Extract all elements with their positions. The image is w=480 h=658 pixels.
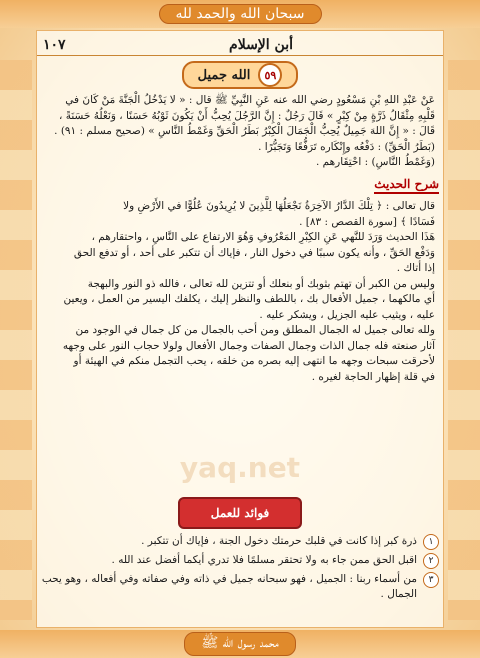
benefits-title: فوائد للعمل: [178, 497, 302, 529]
commentary-line: فَسَادًا ﴾ [سورة القصص : ٨٣] .: [299, 215, 435, 228]
narration-line: قَلْبِهِ مِثْقَالُ ذَرَّةٍ مِنْ كِبْرٍ » قَالَ رَجُلٌ : إِنَّ الرَّجُلَ يُحِبُّ أَنْ يَكُونَ ثَوْبُهُ حَسَنًا ، وَنَعْلُهُ حَسَنَةً ،: [59, 109, 435, 122]
page-number: ١٠٧: [43, 37, 66, 53]
hadith-title: الله جميل: [197, 67, 251, 83]
benefit-text: من أسماء ربنا : الجميل ، فهو سبحانه جميل في ذاته وفي صفاته وفي أفعاله ، وهو يحب الجمال .: [41, 573, 417, 600]
commentary-line: قال تعالى : ﴿ تِلْكَ الدَّارُ الآخِرَةُ نَجْعَلُهَا لِلَّذِينَ لا يُرِيدُونَ عُلُوًّا في الأَرْضِ ولا: [123, 200, 435, 212]
benefit-text: ذرة كبر إذا كانت في قلبك حرمتك دخول الجنة ، فإياك أن تتكبر .: [141, 535, 417, 547]
commentary-line: لأحرقت سبحات وجهه ما انتهى إليه بصره من خلقه ، يحب التجمل منكم في الهيئة أو: [73, 355, 435, 367]
bottom-frame: [0, 630, 480, 658]
book-title: أبن الإسلام: [229, 37, 293, 53]
commentary-line: في قلة إظهار الحاجة لغيره .: [311, 370, 435, 383]
commentary-line: إذا أتاك .: [396, 262, 435, 274]
left-decoration: [0, 60, 32, 620]
content-area: [36, 30, 444, 628]
commentary-line: أي مالكهما ، جميل الأفعال بك ، باللطف والنظر إليك ، يكلفك اليسير من العمل ، ويعين: [63, 293, 435, 305]
top-frame: [0, 0, 480, 28]
commentary-line: آثار صنعته فله جمال الذات وجمال الصفات وجمال الأفعال ولولا حجاب النور على وجهه: [62, 339, 435, 352]
hadith-narration: [45, 93, 435, 171]
right-decoration: [448, 60, 480, 620]
commentary-line: وَدَفْع الحَقِّ ، وأنه يكون سببًا في دخول النار ، فإياك أن تتكبر على أحد ، أو تدفع الحق: [73, 246, 435, 259]
narration-line: (بَطَرُ الْحَقِّ) : دَفْعُه وإِنْكَاره تَرَفُّعًا وَتَجَبُّرًا .: [258, 140, 435, 153]
page-header: [37, 35, 443, 56]
narration-line: (وَغَمْطُ النَّاسِ) : احْتِقَارهم .: [315, 156, 435, 168]
commentary-line: ولله تعالى جميل له الجمال المطلق ومن أحب بالجمال من كل جمال في الوجود من: [75, 324, 435, 336]
watermark: yaq.net: [179, 451, 301, 484]
hadith-title-badge: [182, 61, 298, 89]
hadith-number: ٥٩: [258, 63, 282, 87]
benefit-item: [41, 534, 439, 550]
benefit-number: ٢: [423, 553, 439, 569]
top-banner: سبحان الله والحمد لله: [159, 4, 322, 24]
commentary-line: وليس من الكبر أن تهتم بثوبك أو بنعلك أو تتزين لله تعالى ، فالله ذو النور والبهجة: [87, 277, 435, 290]
commentary-line: عليه ، ويثيب عليه الجزيل ، ويشكر عليه .: [259, 308, 435, 321]
benefit-item: [41, 572, 439, 602]
narration-line: عَنْ عَبْدِ اللهِ بْنِ مَسْعُودٍ رضي الله عنه عَنِ النَّبِيِّ ﷺ قال : « لا يَدْخُلُ الْجَنَّةَ مَنْ كَانَ في: [65, 94, 435, 106]
benefit-text: اقبل الحق ممن جاء به ولا تحتقر مسلمًا فلا تدري أيكما أفضل عند الله .: [111, 554, 417, 566]
commentary-text: [45, 199, 435, 385]
benefit-number: ١: [423, 534, 439, 550]
commentary-line: هَذَا الحديث وَرَدَ للنَّهي عَنِ الكِبْرِ المَعْرُوفِ وَهُوَ الارتفاع على النَّاسِ ، واحتقارهم ،: [91, 231, 435, 243]
benefit-item: [41, 553, 439, 569]
bottom-banner: محمد رسول الله ﷺ: [184, 632, 295, 656]
commentary-heading: شرح الحديث: [374, 177, 439, 194]
narration-line: قَالَ : « إِنَّ اللهَ جَمِيلٌ يُحِبُّ الْجَمَالَ الْكِبْرُ بَطَرُ الْحَقِّ وَغَمْطُ النَّاسِ » (صحيح مسلم : ٩١) .: [54, 125, 435, 137]
benefit-number: ٣: [423, 572, 439, 588]
